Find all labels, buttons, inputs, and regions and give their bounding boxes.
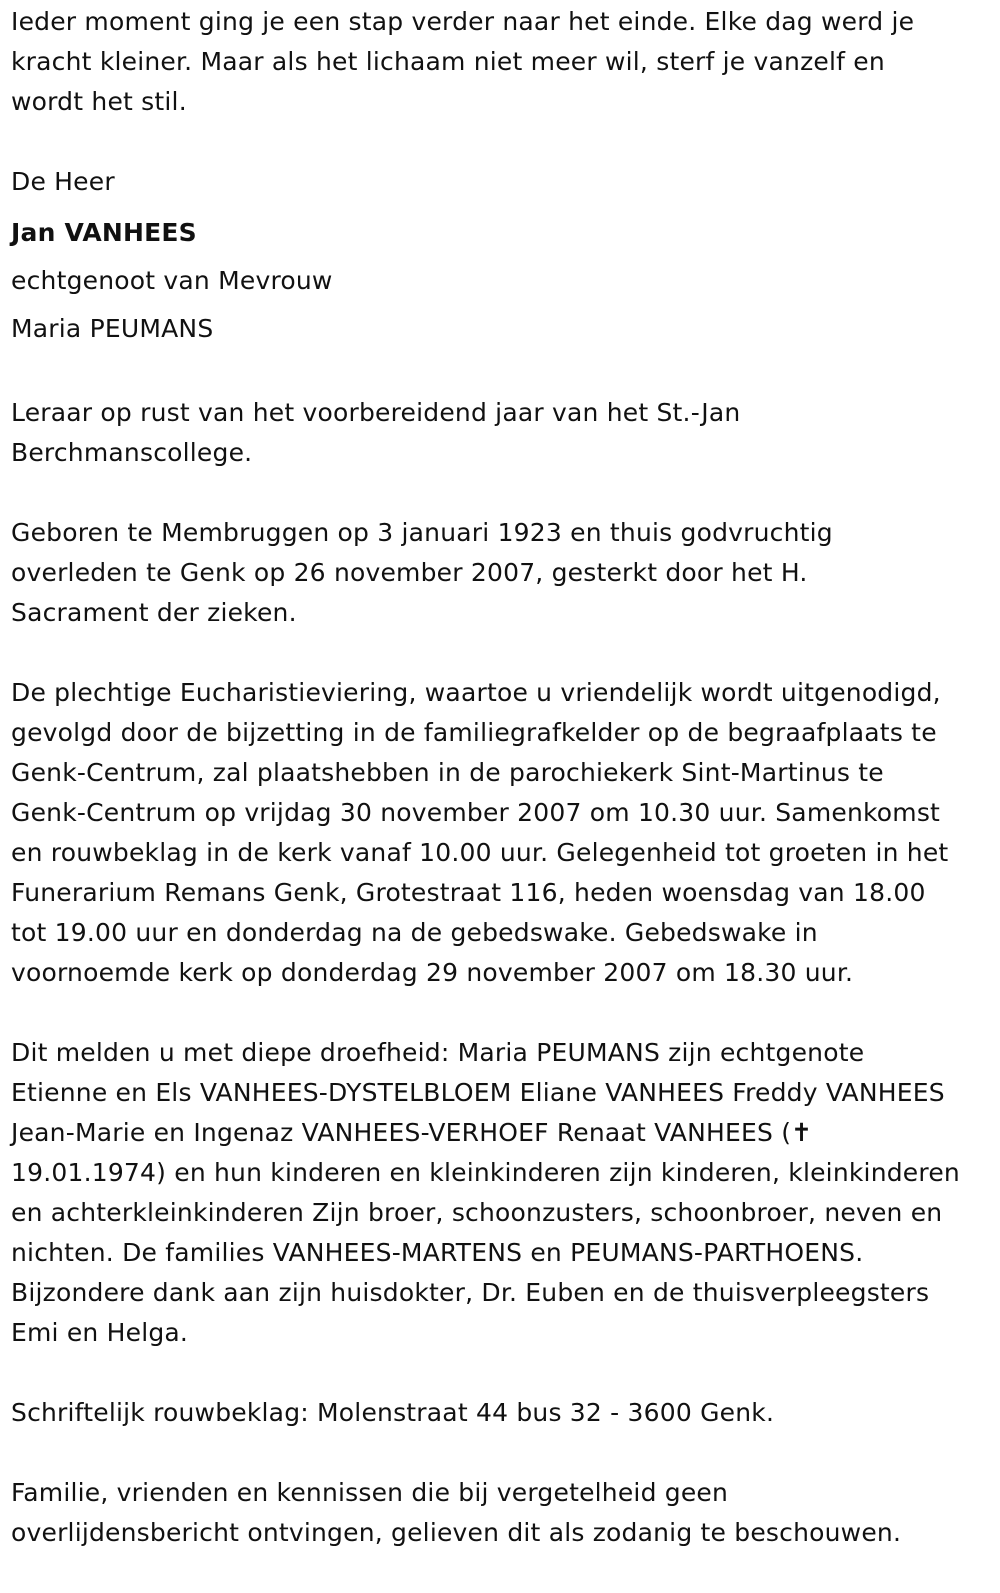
condolences-line: Schriftelijk rouwbeklag: Molenstraat 44 bus 32 - 3600 Genk. xyxy=(11,1398,775,1427)
obituary-text xyxy=(11,2,993,1593)
ceremony-line: tot 19.00 uur en donderdag na de gebedswake. Gebedswake in xyxy=(11,918,818,947)
intro-line: kracht kleiner. Maar als het lichaam niet meer wil, sterf je vanzelf en xyxy=(11,47,885,76)
ceremony-line: Funerarium Remans Genk, Grotestraat 116, heden woensdag van 18.00 xyxy=(11,878,926,907)
ceremony-paragraph xyxy=(11,673,993,993)
family-line: Dit melden u met diepe droefheid: Maria PEUMANS zijn echtgenote xyxy=(11,1038,865,1067)
occupation-line: Berchmanscollege. xyxy=(11,438,253,467)
birth-death-paragraph xyxy=(11,513,993,633)
ceremony-line: gevolgd door de bijzetting in de familiegrafkelder op de begraafplaats te xyxy=(11,718,937,747)
ceremony-line: Genk-Centrum, zal plaatshebben in de parochiekerk Sint-Martinus te xyxy=(11,758,884,787)
family-line: Jean-Marie en Ingenaz VANHEES-VERHOEF Renaat VANHEES (✝ xyxy=(11,1118,813,1147)
family-paragraph xyxy=(11,1033,993,1353)
closing-line: Familie, vrienden en kennissen die bij vergetelheid geen xyxy=(11,1478,729,1507)
occupation-paragraph xyxy=(11,393,993,473)
birth-death-line: Sacrament der zieken. xyxy=(11,598,297,627)
family-line: en achterkleinkinderen Zijn broer, schoonzusters, schoonbroer, neven en xyxy=(11,1198,943,1227)
closing-paragraph xyxy=(11,1473,993,1553)
ceremony-line: en rouwbeklag in de kerk vanaf 10.00 uur. Gelegenheid tot groeten in het xyxy=(11,838,949,867)
intro-line: wordt het stil. xyxy=(11,87,187,116)
ceremony-line: Genk-Centrum op vrijdag 30 november 2007 om 10.30 uur. Samenkomst xyxy=(11,798,941,827)
ceremony-line: De plechtige Eucharistieviering, waartoe u vriendelijk wordt uitgenodigd, xyxy=(11,678,941,707)
family-line: Emi en Helga. xyxy=(11,1318,189,1347)
family-line: Etienne en Els VANHEES-DYSTELBLOEM Eliane VANHEES Freddy VANHEES xyxy=(11,1078,945,1107)
intro-paragraph xyxy=(11,2,993,122)
condolences-paragraph xyxy=(11,1393,993,1433)
intro-line: Ieder moment ging je een stap verder naar het einde. Elke dag werd je xyxy=(11,7,915,36)
family-line: 19.01.1974) en hun kinderen en kleinkinderen zijn kinderen, kleinkinderen xyxy=(11,1158,960,1187)
family-line: nichten. De families VANHEES-MARTENS en PEUMANS-PARTHOENS. xyxy=(11,1238,864,1267)
spouse-relation: echtgenoot van Mevrouw xyxy=(11,266,333,295)
spouse-name: Maria PEUMANS xyxy=(11,314,214,343)
deceased-block xyxy=(11,162,993,353)
family-line: Bijzondere dank aan zijn huisdokter, Dr. Euben en de thuisverpleegsters xyxy=(11,1278,930,1307)
honorific: De Heer xyxy=(11,167,115,196)
closing-line: overlijdensbericht ontvingen, gelieven dit als zodanig te beschouwen. xyxy=(11,1518,902,1547)
occupation-line: Leraar op rust van het voorbereidend jaar van het St.-Jan xyxy=(11,398,741,427)
birth-death-line: overleden te Genk op 26 november 2007, gesterkt door het H. xyxy=(11,558,808,587)
birth-death-line: Geboren te Membruggen op 3 januari 1923 en thuis godvruchtig xyxy=(11,518,833,547)
ceremony-line: voornoemde kerk op donderdag 29 november 2007 om 18.30 uur. xyxy=(11,958,854,987)
deceased-name: Jan VANHEES xyxy=(11,218,197,247)
